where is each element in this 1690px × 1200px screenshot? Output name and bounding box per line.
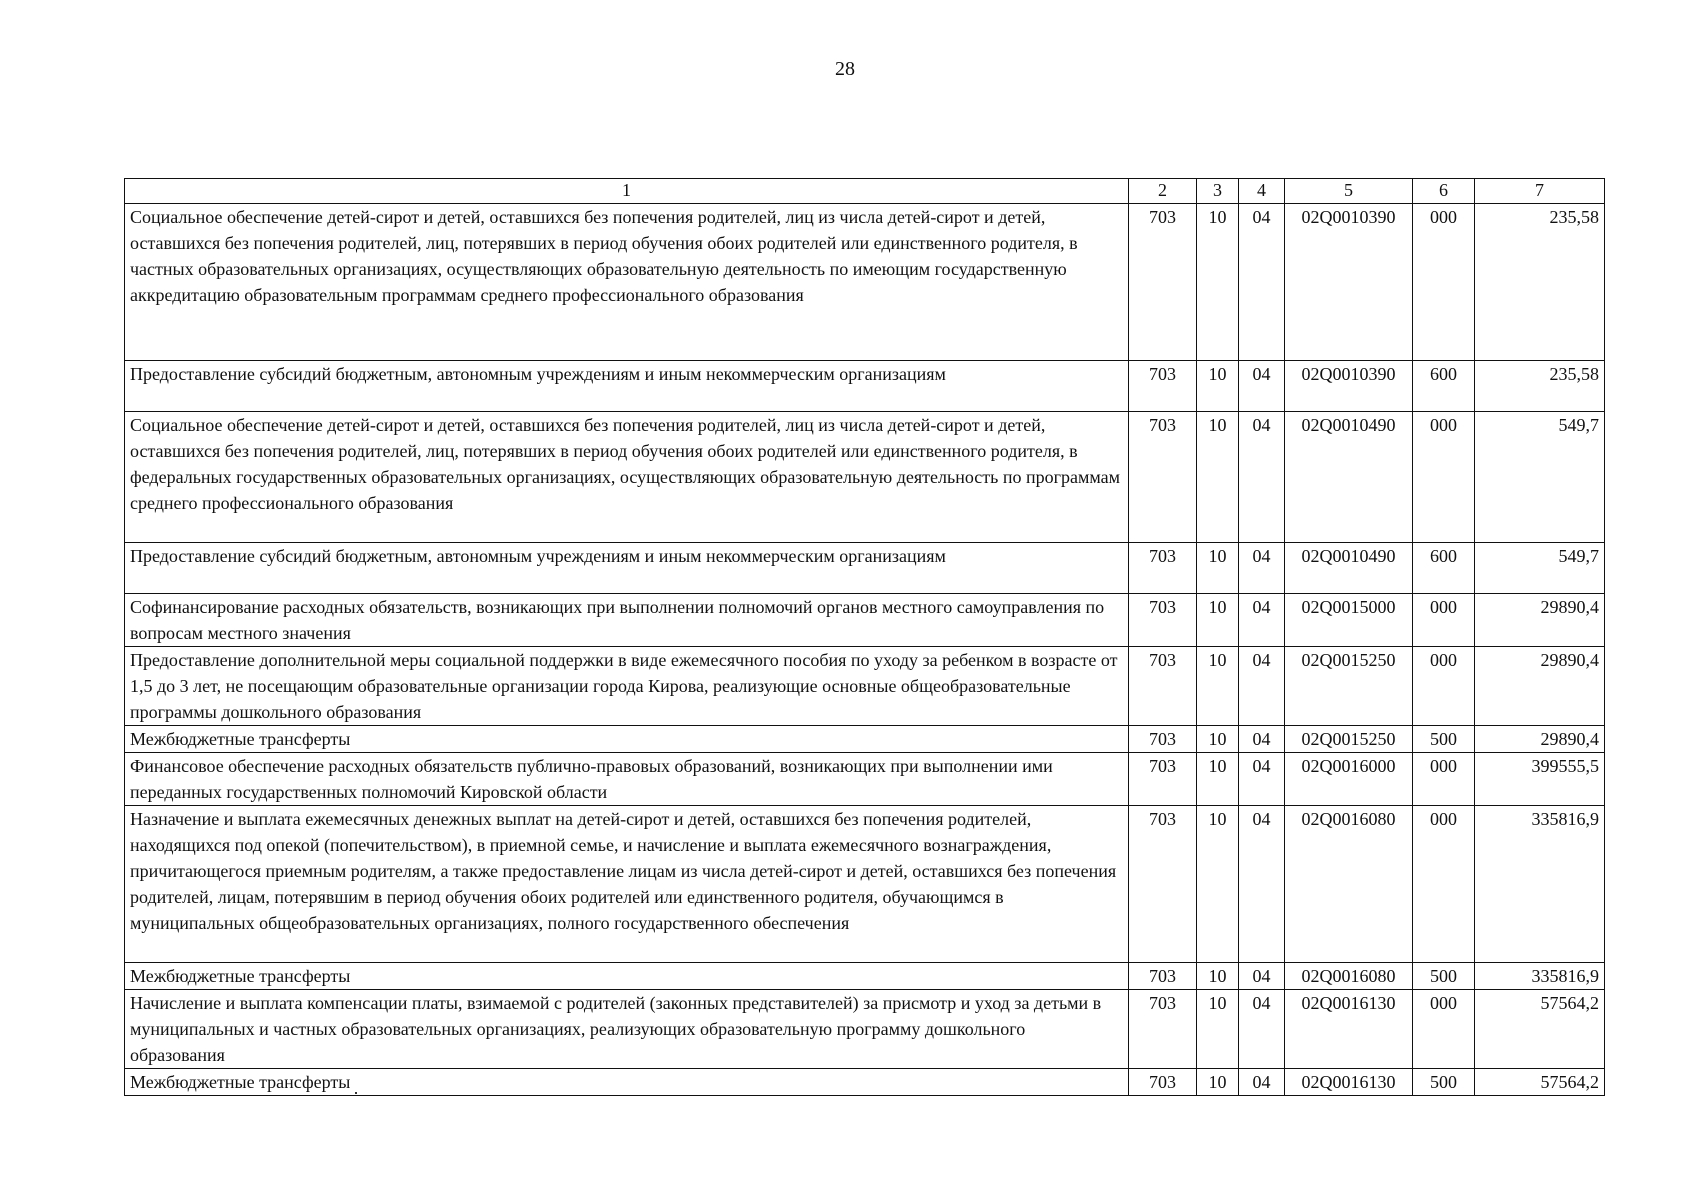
ministry-code: 703 bbox=[1129, 726, 1197, 753]
amount: 29890,4 bbox=[1475, 594, 1605, 647]
ministry-code: 703 bbox=[1129, 543, 1197, 594]
section-code: 10 bbox=[1197, 412, 1239, 543]
target-article-code: 02Q0010490 bbox=[1285, 543, 1413, 594]
ministry-code: 703 bbox=[1129, 806, 1197, 963]
target-article-code: 02Q0016130 bbox=[1285, 990, 1413, 1069]
column-header-7: 7 bbox=[1475, 179, 1605, 204]
row-description: Назначение и выплата ежемесячных денежных выплат на детей-сирот и детей, оставшихся без попечения родителей, находящихся под опекой (попечительством), в приемной семье, и начисление и выплата ежемесячного вознаграждения, причитающегося приемным родителям, а также предоставление лицам из числа детей-сирот и детей, оставшихся без попечения родителей, лицам, потерявшим в период обучения обоих родителей или единственного родителя, обучающимся в муниципальных общеобразовательных организациях, полного государственного обеспечения bbox=[125, 806, 1129, 963]
subsection-code: 04 bbox=[1239, 753, 1285, 806]
table-row bbox=[125, 963, 1605, 990]
section-code: 10 bbox=[1197, 753, 1239, 806]
ministry-code: 703 bbox=[1129, 594, 1197, 647]
subsection-code: 04 bbox=[1239, 204, 1285, 361]
row-description: Межбюджетные трансферты bbox=[125, 726, 1129, 753]
target-article-code: 02Q0016080 bbox=[1285, 963, 1413, 990]
target-article-code: 02Q0010490 bbox=[1285, 412, 1413, 543]
row-description: Социальное обеспечение детей-сирот и детей, оставшихся без попечения родителей, лиц из числа детей-сирот и детей, оставшихся без попечения родителей, лиц, потерявших в период обучения обоих родителей или единственного родителя, в частных образовательных организациях, осуществляющих образовательную деятельность по имеющим государственную аккредитацию образовательным программам среднего профессионального образования bbox=[125, 204, 1129, 361]
table-row bbox=[125, 990, 1605, 1069]
amount: 335816,9 bbox=[1475, 806, 1605, 963]
amount: 29890,4 bbox=[1475, 647, 1605, 726]
column-header-3: 3 bbox=[1197, 179, 1239, 204]
subsection-code: 04 bbox=[1239, 726, 1285, 753]
row-description: Предоставление субсидий бюджетным, автономным учреждениям и иным некоммерческим организациям bbox=[125, 543, 1129, 594]
expense-type-code: 000 bbox=[1413, 753, 1475, 806]
column-header-1: 1 bbox=[125, 179, 1129, 204]
table-row bbox=[125, 806, 1605, 963]
amount: 335816,9 bbox=[1475, 963, 1605, 990]
table-row bbox=[125, 726, 1605, 753]
row-description: Социальное обеспечение детей-сирот и детей, оставшихся без попечения родителей, лиц из числа детей-сирот и детей, оставшихся без попечения родителей, лиц, потерявших в период обучения обоих родителей или единственного родителя, в федеральных государственных образовательных организациях, осуществляющих образовательную деятельность по программам среднего профессионального образования bbox=[125, 412, 1129, 543]
target-article-code: 02Q0015000 bbox=[1285, 594, 1413, 647]
section-code: 10 bbox=[1197, 806, 1239, 963]
section-code: 10 bbox=[1197, 726, 1239, 753]
target-article-code: 02Q0016000 bbox=[1285, 753, 1413, 806]
expense-type-code: 000 bbox=[1413, 806, 1475, 963]
ministry-code: 703 bbox=[1129, 204, 1197, 361]
table-row bbox=[125, 543, 1605, 594]
row-description: Межбюджетные трансферты bbox=[125, 1069, 1129, 1096]
ministry-code: 703 bbox=[1129, 647, 1197, 726]
row-description: Предоставление субсидий бюджетным, автономным учреждениям и иным некоммерческим организациям bbox=[125, 361, 1129, 412]
section-code: 10 bbox=[1197, 1069, 1239, 1096]
ministry-code: 703 bbox=[1129, 412, 1197, 543]
ministry-code: 703 bbox=[1129, 990, 1197, 1069]
amount: 235,58 bbox=[1475, 204, 1605, 361]
table-row bbox=[125, 647, 1605, 726]
row-description: Финансовое обеспечение расходных обязательств публично-правовых образований, возникающих при выполнении ими переданных государственных полномочий Кировской области bbox=[125, 753, 1129, 806]
table-row bbox=[125, 412, 1605, 543]
row-description: Предоставление дополнительной меры социальной поддержки в виде ежемесячного пособия по уходу за ребенком в возрасте от 1,5 до 3 лет, не посещающим образовательные организации города Кирова, реализующие основные общеобразовательные программы дошкольного образования bbox=[125, 647, 1129, 726]
target-article-code: 02Q0010390 bbox=[1285, 204, 1413, 361]
expense-type-code: 000 bbox=[1413, 204, 1475, 361]
subsection-code: 04 bbox=[1239, 963, 1285, 990]
subsection-code: 04 bbox=[1239, 543, 1285, 594]
expense-type-code: 600 bbox=[1413, 361, 1475, 412]
section-code: 10 bbox=[1197, 647, 1239, 726]
table-row bbox=[125, 204, 1605, 361]
expense-type-code: 500 bbox=[1413, 963, 1475, 990]
expense-type-code: 600 bbox=[1413, 543, 1475, 594]
subsection-code: 04 bbox=[1239, 412, 1285, 543]
amount: 235,58 bbox=[1475, 361, 1605, 412]
amount: 57564,2 bbox=[1475, 1069, 1605, 1096]
column-header-5: 5 bbox=[1285, 179, 1413, 204]
subsection-code: 04 bbox=[1239, 990, 1285, 1069]
table-row bbox=[125, 361, 1605, 412]
section-code: 10 bbox=[1197, 594, 1239, 647]
section-code: 10 bbox=[1197, 204, 1239, 361]
section-code: 10 bbox=[1197, 361, 1239, 412]
row-description: Межбюджетные трансферты bbox=[125, 963, 1129, 990]
ministry-code: 703 bbox=[1129, 361, 1197, 412]
target-article-code: 02Q0016080 bbox=[1285, 806, 1413, 963]
budget-table bbox=[124, 178, 1605, 1096]
table-row bbox=[125, 1069, 1605, 1096]
expense-type-code: 500 bbox=[1413, 1069, 1475, 1096]
amount: 549,7 bbox=[1475, 543, 1605, 594]
subsection-code: 04 bbox=[1239, 361, 1285, 412]
table-header-row bbox=[125, 179, 1605, 204]
page-number: 28 bbox=[835, 58, 855, 80]
subsection-code: 04 bbox=[1239, 1069, 1285, 1096]
ministry-code: 703 bbox=[1129, 1069, 1197, 1096]
subsection-code: 04 bbox=[1239, 647, 1285, 726]
column-header-2: 2 bbox=[1129, 179, 1197, 204]
amount: 549,7 bbox=[1475, 412, 1605, 543]
expense-type-code: 000 bbox=[1413, 412, 1475, 543]
row-description: Начисление и выплата компенсации платы, взимаемой с родителей (законных представителей) за присмотр и уход за детьми в муниципальных и частных образовательных организациях, реализующих образовательную программу дошкольного образования bbox=[125, 990, 1129, 1069]
target-article-code: 02Q0010390 bbox=[1285, 361, 1413, 412]
target-article-code: 02Q0016130 bbox=[1285, 1069, 1413, 1096]
table-row bbox=[125, 753, 1605, 806]
column-header-4: 4 bbox=[1239, 179, 1285, 204]
table-row bbox=[125, 594, 1605, 647]
target-article-code: 02Q0015250 bbox=[1285, 647, 1413, 726]
amount: 57564,2 bbox=[1475, 990, 1605, 1069]
subsection-code: 04 bbox=[1239, 806, 1285, 963]
expense-type-code: 000 bbox=[1413, 990, 1475, 1069]
row-description: Софинансирование расходных обязательств, возникающих при выполнении полномочий органов местного самоуправления по вопросам местного значения bbox=[125, 594, 1129, 647]
expense-type-code: 500 bbox=[1413, 726, 1475, 753]
scan-speck bbox=[355, 1092, 357, 1094]
section-code: 10 bbox=[1197, 963, 1239, 990]
column-header-6: 6 bbox=[1413, 179, 1475, 204]
target-article-code: 02Q0015250 bbox=[1285, 726, 1413, 753]
subsection-code: 04 bbox=[1239, 594, 1285, 647]
expense-type-code: 000 bbox=[1413, 594, 1475, 647]
section-code: 10 bbox=[1197, 543, 1239, 594]
section-code: 10 bbox=[1197, 990, 1239, 1069]
amount: 29890,4 bbox=[1475, 726, 1605, 753]
ministry-code: 703 bbox=[1129, 963, 1197, 990]
amount: 399555,5 bbox=[1475, 753, 1605, 806]
expense-type-code: 000 bbox=[1413, 647, 1475, 726]
ministry-code: 703 bbox=[1129, 753, 1197, 806]
